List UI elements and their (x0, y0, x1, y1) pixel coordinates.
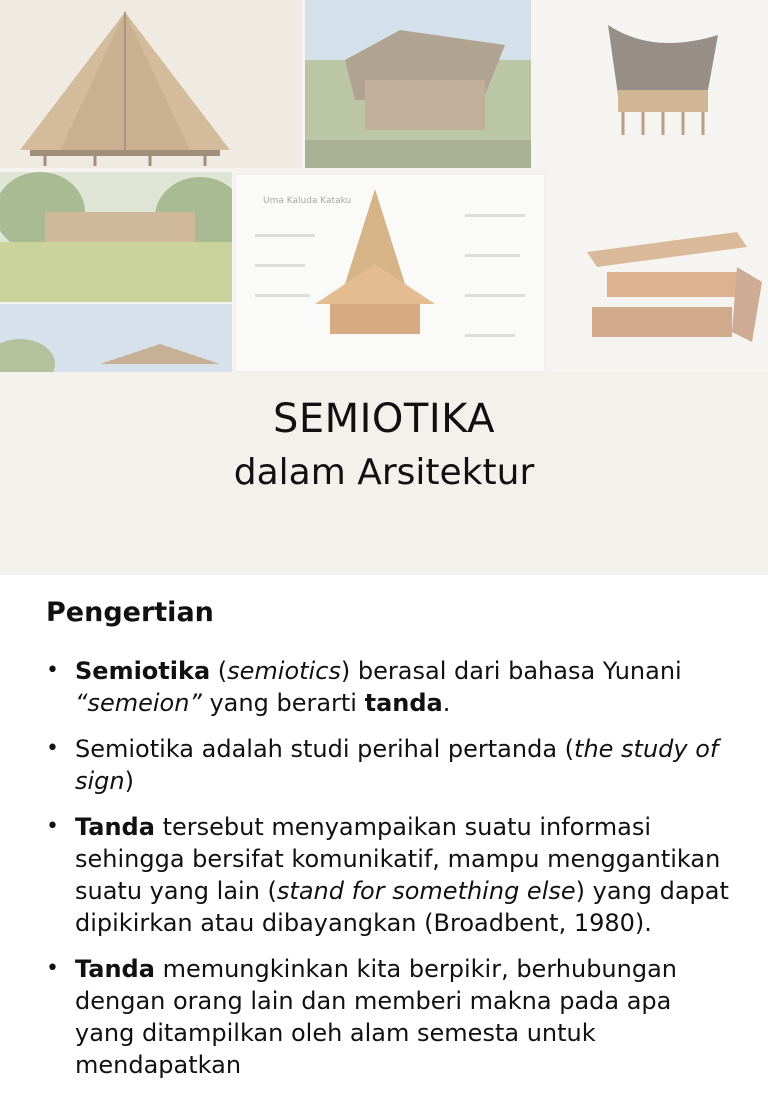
bullet-list (46, 655, 736, 1095)
bullet-dot-icon: • (46, 736, 59, 761)
title-band (0, 372, 768, 575)
slide-title: SEMIOTIKA (272, 396, 496, 442)
bullet-dot-icon: • (46, 956, 59, 981)
bullet-text-segment: “semeion” (75, 689, 202, 717)
drawing-caption: Uma Kaluda Kataku (263, 196, 352, 206)
slide-subtitle: dalam Arsitektur (233, 452, 535, 493)
bullet-text-segment: memungkinkan kita berpikir, berhubungan dengan orang lain dan memberi makna pada apa yang ditampilkan oleh alam semesta untuk mendapatkan (75, 955, 677, 1079)
bullet-text-segment: ) (124, 767, 134, 795)
saddle-roof-model-photo (533, 0, 768, 168)
bullet-item (46, 733, 736, 797)
bullet-dot-icon: • (46, 814, 59, 839)
bullet-text-segment: ) berasal dari bahasa Yunani (340, 657, 682, 685)
bullet-text-segment: Semiotika (75, 657, 211, 685)
bullet-text-segment: yang berarti (201, 689, 365, 717)
bullet-text-segment: semiotics (227, 657, 341, 685)
bullet-item (46, 953, 736, 1081)
bullet-text-segment: Tanda (75, 813, 155, 841)
landscape-house-photo (305, 0, 531, 168)
content-slide (0, 575, 768, 1079)
bullet-dot-icon: • (46, 658, 59, 683)
bullet-text-segment: . (442, 689, 451, 717)
bullet-text-segment: Tanda (75, 955, 155, 983)
section-heading: Pengertian (46, 597, 214, 628)
bullet-item (46, 811, 736, 939)
bullet-item (46, 655, 736, 719)
architectural-drawing-sheet (235, 174, 545, 372)
exploded-model-photo (547, 172, 768, 372)
bullet-text-segment: Semiotika adalah studi perihal pertanda ( (75, 735, 575, 763)
architecture-photo-collage (0, 0, 768, 372)
bullet-text-segment: ( (210, 657, 228, 685)
bullet-text-segment: ) yang dapat dipikirkan atau dibayangkan (Broadbent, 1980). (75, 877, 729, 937)
bullet-text-segment: tersebut menyampaikan suatu informasi sehingga bersifat komunikatif, mampu menggantikan suatu yang lain ( (75, 813, 721, 905)
bullet-text-segment: tanda (364, 689, 443, 717)
village-sky-photo (0, 304, 232, 372)
thatched-roof-photo (0, 0, 302, 168)
bullet-text-segment: the study of sign (75, 735, 719, 795)
bullet-text-segment: stand for something else (276, 877, 576, 905)
village-field-photo (0, 172, 232, 302)
